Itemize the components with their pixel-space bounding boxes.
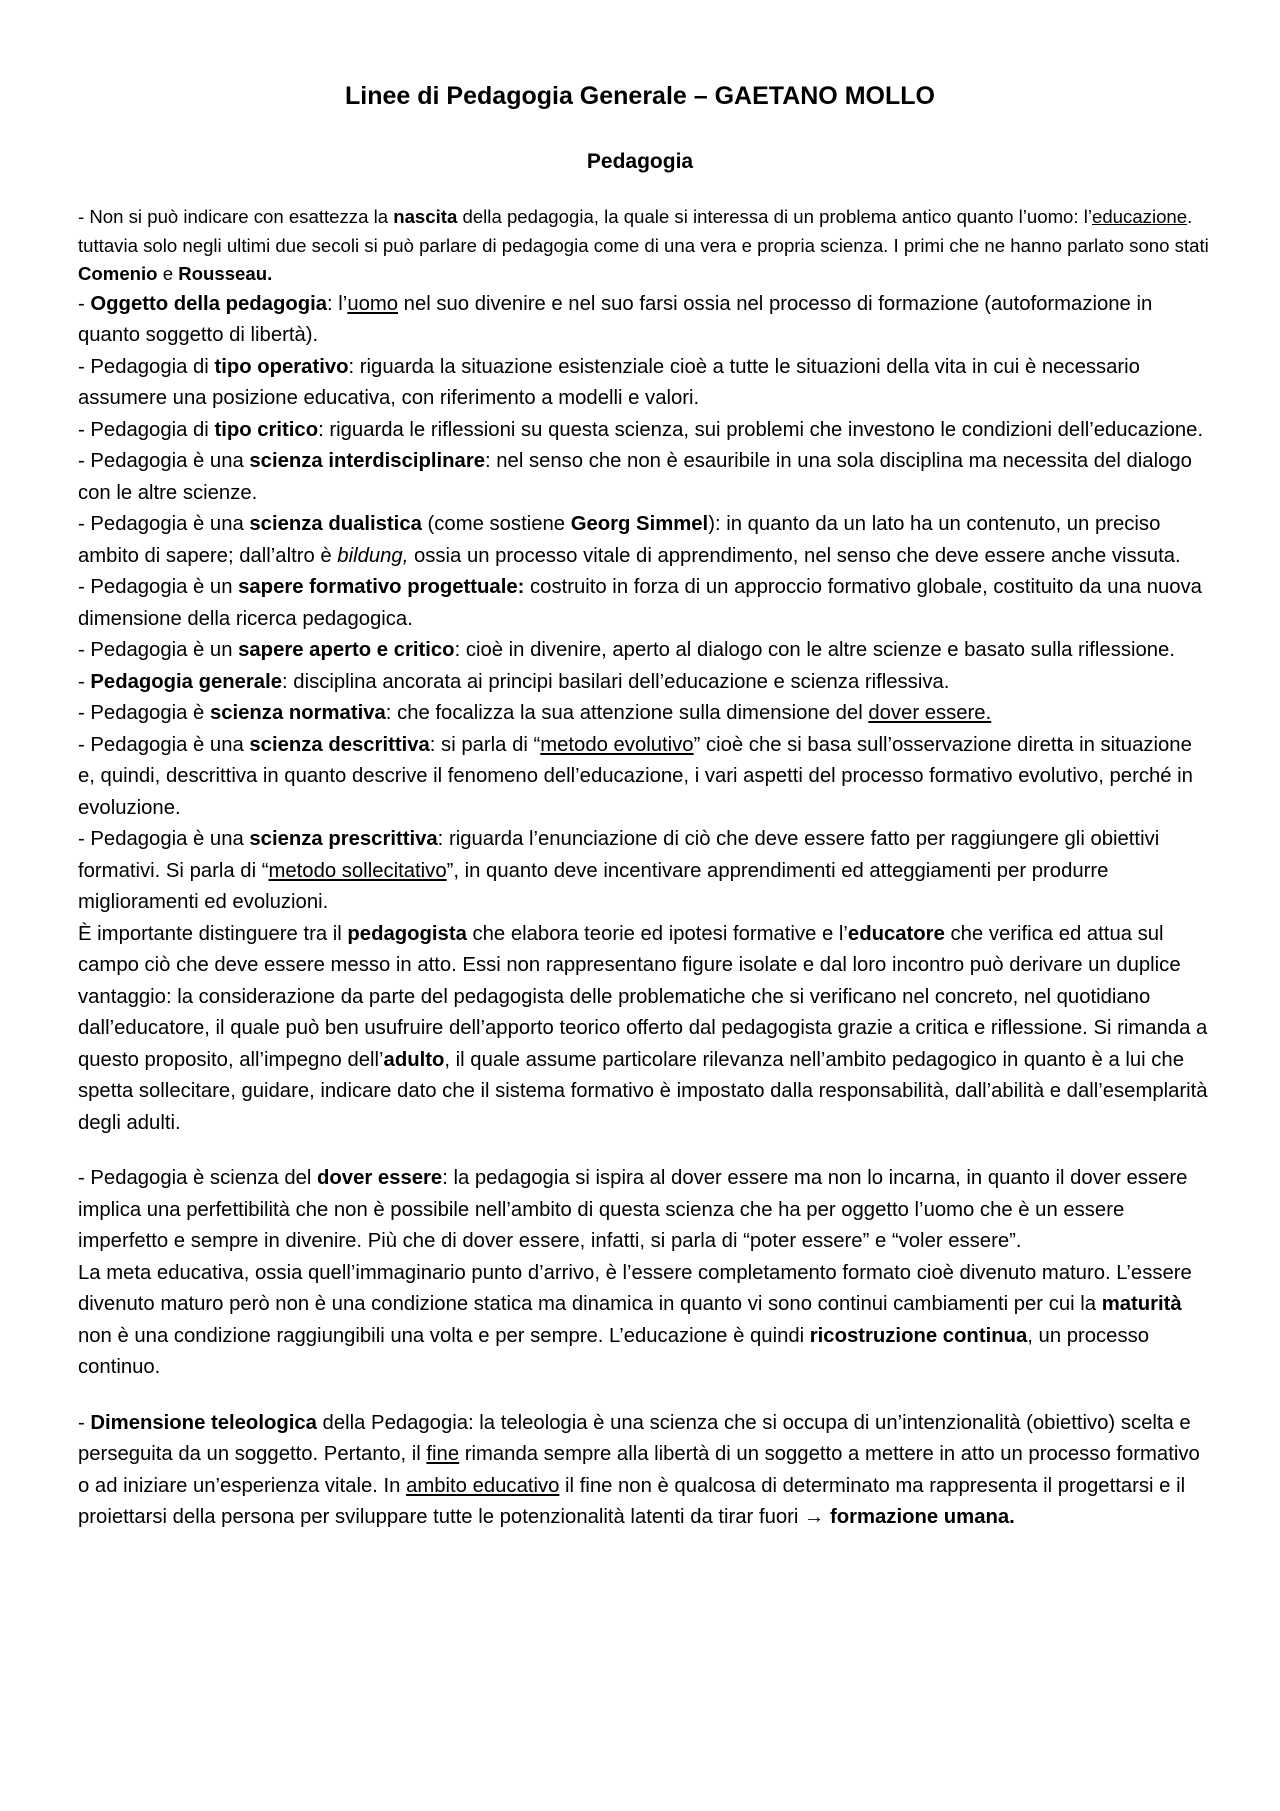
paragraph-dualistica: - Pedagogia è una scienza dualistica (come sostiene Georg Simmel): in quanto da un lato ha un contenuto, un preciso ambito di sapere; dall’altro è bildung, ossia un processo vitale di apprendimento, nel senso che deve essere anche vissuta.	[78, 513, 1181, 567]
paragraph-prescrittiva: - Pedagogia è una scienza prescrittiva: riguarda l’enunciazione di ciò che deve essere fatto per raggiungere gli obiettivi formativi. Si parla di “metodo sollecitativo”, in quanto deve incentivare apprendimenti ed atteggiamenti per produrre miglioramenti ed evoluzioni.	[78, 828, 1160, 913]
paragraph-oggetto: - Oggetto della pedagogia: l’uomo nel suo divenire e nel suo farsi ossia nel processo di formazione (autoformazione in quanto soggetto di libertà).	[78, 292, 1153, 346]
document-body	[78, 203, 1213, 1534]
paragraph-pedagogista-educatore: È importante distinguere tra il pedagogista che elabora teorie ed ipotesi formative e l’educatore che verifica ed attua sul campo ciò che deve essere messo in atto. Essi non rappresentano figure isolate e dal loro incontro può derivare un duplice vantaggio: la considerazione da parte del pedagogista delle problematiche che si verificano nel concreto, nel quotidiano dall’educatore, il quale può ben usufruire dell’apporto teorico offerto dal pedagogista grazie a critica e riflessione. Si rimanda a questo proposito, all’impegno dell’adulto, il quale assume particolare rilevanza nell’ambito pedagogico in quanto è a lui che spetta sollecitare, guidare, indicare dato che il sistema formativo è impostato dalla responsabilità, dall’abilità e dall’esemplarità degli adulti.	[78, 922, 1208, 1134]
paragraph-progettuale: - Pedagogia è un sapere formativo progettuale: costruito in forza di un approccio formativo globale, costituito da una nuova dimensione della ricerca pedagogica.	[78, 576, 1202, 630]
paragraph-spacer	[78, 1139, 1213, 1163]
arrow-right-icon: →	[804, 1506, 825, 1528]
paragraph-tipo-critico: - Pedagogia di tipo critico: riguarda le riflessioni su questa scienza, sui problemi che investono le condizioni dell’educazione.	[78, 418, 1204, 441]
paragraph-aperto-critico: - Pedagogia è un sapere aperto e critico: cioè in divenire, aperto al dialogo con le altre scienze e basato sulla riflessione.	[78, 639, 1175, 661]
section-heading: Pedagogia	[586, 150, 694, 173]
paragraph-teleologica: - Dimensione teleologica della Pedagogia: la teleologia è una scienza che si occupa di un’intenzionalità (obiettivo) scelta e perseguita da un soggetto. Pertanto, il fine rimanda sempre alla libertà di un soggetto a mettere in atto un processo formativo o ad iniziare un’esperienza vitale. In ambito educativo il fine non è qualcosa di determinato ma rappresenta il progettarsi e il proiettarsi della persona per sviluppare tutte le potenzionalità latenti da tirar fuori → formazione umana.	[78, 1411, 1200, 1528]
paragraph-meta-educativa: La meta educativa, ossia quell’immaginario punto d’arrivo, è l’essere completamento formato cioè divenuto maturo. L’essere divenuto maturo però non è una condizione statica ma dinamica in quanto vi sono continui cambiamenti per cui la maturità non è una condizione raggiungibili una volta e per sempre. L’educazione è quindi ricostruzione continua, un processo continuo.	[78, 1261, 1192, 1378]
paragraph-tipo-operativo: - Pedagogia di tipo operativo: riguarda la situazione esistenziale cioè a tutte le situazioni della vita in cui è necessario assumere una posizione educativa, con riferimento a modelli e valori.	[78, 355, 1140, 409]
paragraph-normativa: - Pedagogia è scienza normativa: che focalizza la sua attenzione sulla dimensione del dover essere.	[78, 702, 992, 724]
paragraph-nascita: - Non si può indicare con esattezza la nascita della pedagogia, la quale si interessa di un problema antico quanto l’uomo: l’educazione. tuttavia solo negli ultimi due secoli si può parlare di pedagogia come di una vera e propria scienza. I primi che ne hanno parlato sono stati Comenio e Rousseau.	[78, 206, 1209, 284]
paragraph-dover-essere: - Pedagogia è scienza del dover essere: la pedagogia si ispira al dover essere ma non lo incarna, in quanto il dover essere implica una perfettibilità che non è possibile nell’ambito di questa scienza che ha per oggetto l’uomo che è un essere imperfetto e sempre in divenire. Più che di dover essere, infatti, si parla di “poter essere” e “voler essere”.	[78, 1167, 1188, 1252]
paragraph-spacer	[78, 1384, 1213, 1408]
paragraph-interdisciplinare: - Pedagogia è una scienza interdisciplinare: nel senso che non è esauribile in una sola disciplina ma necessita del dialogo con le altre scienze.	[78, 450, 1192, 504]
paragraph-descrittiva: - Pedagogia è una scienza descrittiva: si parla di “metodo evolutivo” cioè che si basa sull’osservazione diretta in situazione e, quindi, descrittiva in quanto descrive il fenomeno dell’educazione, i vari aspetti del processo formativo evolutivo, perché in evoluzione.	[78, 733, 1193, 819]
paragraph-generale: - Pedagogia generale: disciplina ancorata ai principi basilari dell’educazione e scienza riflessiva.	[78, 670, 950, 693]
document-title: Linee di Pedagogia Generale – GAETANO MOLLO	[345, 82, 935, 110]
